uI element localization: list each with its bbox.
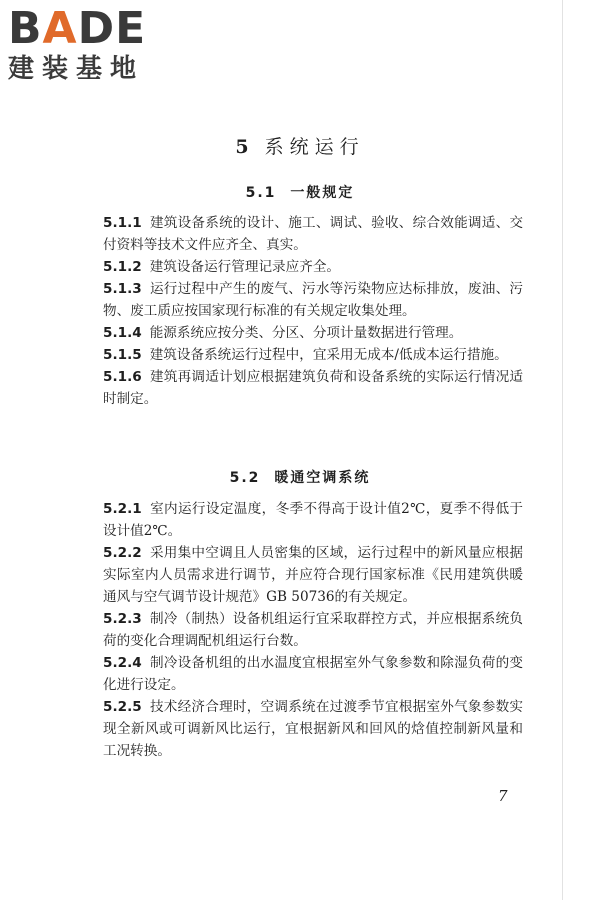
logo-letters-suffix: DE [77, 3, 147, 54]
logo-letter-accent: A [42, 3, 78, 54]
section-title: 暖通空调系统 [274, 470, 371, 486]
logo-chinese-text: 建装基地 [8, 54, 145, 84]
clause-text: 建筑设备系统的设计、施工、调试、验收、综合效能调适、交付资料等技术文件应齐全、真实。 [103, 215, 523, 253]
section-heading-5-2 [0, 467, 600, 487]
page-number: 7 [498, 787, 508, 805]
clause-text: 建筑设备运行管理记录应齐全。 [149, 259, 341, 275]
clause-text: 建筑设备系统运行过程中，宜采用无成本/低成本运行措施。 [149, 347, 508, 363]
section-body-5-1 [103, 212, 523, 410]
clause-5-1-2 [103, 256, 523, 278]
clause-5-2-3 [103, 608, 523, 652]
clause-text: 室内运行设定温度，冬季不得高于设计值2℃，夏季不得低于设计值2℃。 [103, 501, 523, 539]
clause-text: 技术经济合理时，空调系统在过渡季节宜根据室外气象参数实现全新风或可调新风比运行，宜根据新风和回风的焓值控制新风量和工况转换。 [103, 699, 523, 759]
section-number: 5.2 [229, 470, 261, 486]
logo-wordmark [8, 3, 178, 54]
section-heading-5-1 [0, 182, 600, 202]
section-body-5-2 [103, 498, 523, 762]
clause-text: 制冷设备机组的出水温度宜根据室外气象参数和除湿负荷的变化进行设定。 [103, 655, 523, 693]
clause-number: 5.1.1 [103, 215, 142, 231]
clause-5-1-3 [103, 278, 523, 322]
clause-number: 5.2.1 [103, 501, 142, 517]
clause-number: 5.1.6 [103, 369, 142, 385]
clause-number: 5.1.2 [103, 259, 142, 275]
clause-number: 5.1.5 [103, 347, 142, 363]
clause-5-1-5 [103, 344, 523, 366]
chapter-number: 5 [235, 136, 255, 158]
clause-text: 采用集中空调且人员密集的区域，运行过程中的新风量应根据实际室内人员需求进行调节，并应符合现行国家标准《民用建筑供暖通风与空气调节设计规范》GB 50736的有关规定。 [103, 545, 523, 605]
clause-number: 5.1.3 [103, 281, 142, 297]
logo-letters-prefix: B [8, 3, 43, 54]
clause-5-1-6 [103, 366, 523, 410]
clause-5-2-1 [103, 498, 523, 542]
section-number: 5.1 [245, 185, 277, 201]
chapter-heading [0, 132, 600, 159]
clause-number: 5.2.3 [103, 611, 142, 627]
clause-5-2-4 [103, 652, 523, 696]
clause-text: 能源系统应按分类、分区、分项计量数据进行管理。 [149, 325, 463, 341]
clause-number: 5.2.4 [103, 655, 142, 671]
clause-text: 运行过程中产生的废气、污水等污染物应达标排放，废油、污物、废工质应按国家现行标准的有关规定收集处理。 [103, 281, 523, 319]
clause-5-2-5 [103, 696, 523, 762]
clause-5-1-1 [103, 212, 523, 256]
clause-number: 5.2.5 [103, 699, 142, 715]
bade-logo [8, 3, 178, 84]
clause-text: 制冷（制热）设备机组运行宜采取群控方式，并应根据系统负荷的变化合理调配机组运行台数。 [103, 611, 523, 649]
clause-number: 5.1.4 [103, 325, 142, 341]
clause-number: 5.2.2 [103, 545, 142, 561]
clause-text: 建筑再调适计划应根据建筑负荷和设备系统的实际运行情况适时制定。 [103, 369, 523, 407]
clause-5-2-2 [103, 542, 523, 608]
section-title: 一般规定 [290, 185, 355, 201]
clause-5-1-4 [103, 322, 523, 344]
chapter-title: 系统运行 [264, 136, 365, 158]
